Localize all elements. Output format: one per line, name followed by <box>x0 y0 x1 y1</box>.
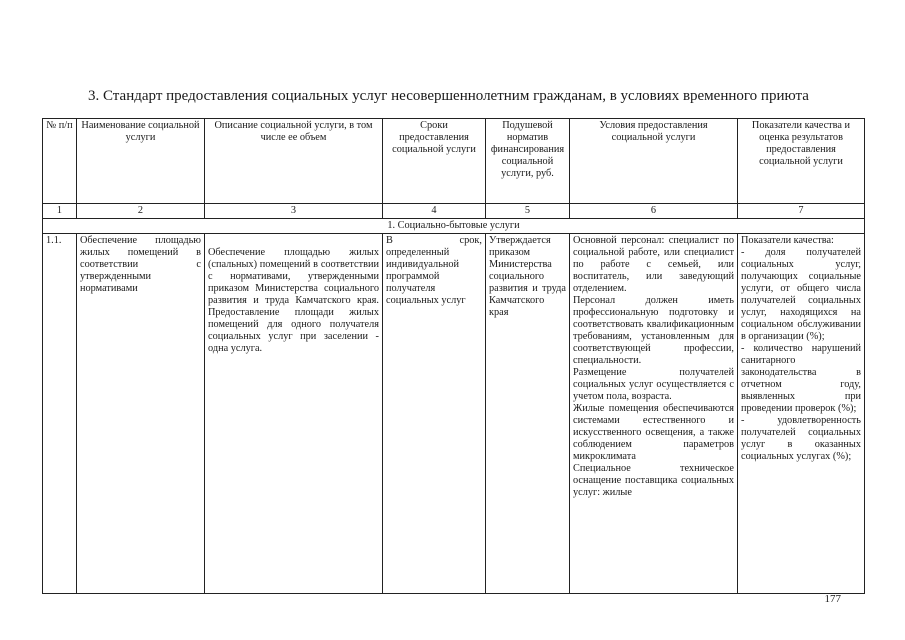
row-number: 1.1. <box>43 234 77 594</box>
quality-indicators <box>738 234 865 594</box>
indicator-item: - удовлетворенность получателей социальных услуг в оказанных социальных услугах (%); <box>741 415 861 462</box>
page-number: 177 <box>824 593 841 605</box>
header-description: Описание социальной услуги, в том числе ее объем <box>205 119 383 204</box>
conditions-paragraph: Персонал должен иметь профессиональную подготовку и соответствовать квалификационным требованиям, установленным для соответствующей профессии, специальности. <box>573 295 734 366</box>
section-row <box>43 219 865 234</box>
header-conditions: Условия предоставления социальной услуги <box>570 119 738 204</box>
conditions-paragraph: Основной персонал: специалист по социальной работе, или специалист по работе с семьей, или воспитатель, или заведующий отделением. <box>573 235 734 294</box>
header-num: № п/п <box>43 119 77 204</box>
service-conditions <box>570 234 738 594</box>
column-number-row <box>43 204 865 219</box>
service-name: Обеспечение площадью жилых помещений в соответствии с утвержденными нормативами <box>77 234 205 594</box>
col-number: 1 <box>43 204 77 219</box>
col-number: 5 <box>486 204 570 219</box>
indicator-item: Показатели качества: <box>741 235 834 246</box>
conditions-paragraph: Специальное техническое оснащение поставщика социальных услуг: жилые <box>573 463 734 498</box>
service-norm: Утверждается приказом Министерства социального развития и труда Камчатского края <box>486 234 570 594</box>
col-number: 3 <box>205 204 383 219</box>
service-term: В срок, определенный индивидуальной программой получателя социальных услуг <box>383 234 486 594</box>
header-term: Сроки предоставления социальной услуги <box>383 119 486 204</box>
indicator-item: - количество нарушений санитарного законодательства в отчетном году, выявленных при проведении проверок (%); <box>741 343 861 414</box>
col-number: 6 <box>570 204 738 219</box>
header-indicators: Показатели качества и оценка результатов предоставления социальной услуги <box>738 119 865 204</box>
indicator-item: - доля получателей социальных услуг, получающих социальные услуги, от общего числа получателей социальных услуг, находящихся на социальном обслуживании в организации (%); <box>741 247 861 342</box>
header-row <box>43 119 865 204</box>
col-number: 4 <box>383 204 486 219</box>
standard-table <box>42 118 865 594</box>
col-number: 7 <box>738 204 865 219</box>
table-row <box>43 234 865 594</box>
conditions-paragraph: Жилые помещения обеспечиваются системами естественного и искусственного освещения, а также соблюдением параметров микроклимата <box>573 403 734 462</box>
header-name: Наименование социальной услуги <box>77 119 205 204</box>
section-title: 1. Социально-бытовые услуги <box>43 219 865 234</box>
col-number: 2 <box>77 204 205 219</box>
header-norm: Подушевой норматив финансирования социальной услуги, руб. <box>486 119 570 204</box>
conditions-paragraph: Размещение получателей социальных услуг осуществляется с учетом пола, возраста. <box>573 367 734 402</box>
page-title: 3. Стандарт предоставления социальных услуг несовершеннолетним гражданам, в условиях временного приюта <box>88 88 809 104</box>
service-description: Обеспечение площадью жилых (спальных) помещений в соответствии с нормативами, утвержденными приказом Министерства социального развития и труда Камчатского края. Предоставление площади жилых помещений для одного получателя социальных услуг при заселении - одна услуга. <box>205 234 383 594</box>
